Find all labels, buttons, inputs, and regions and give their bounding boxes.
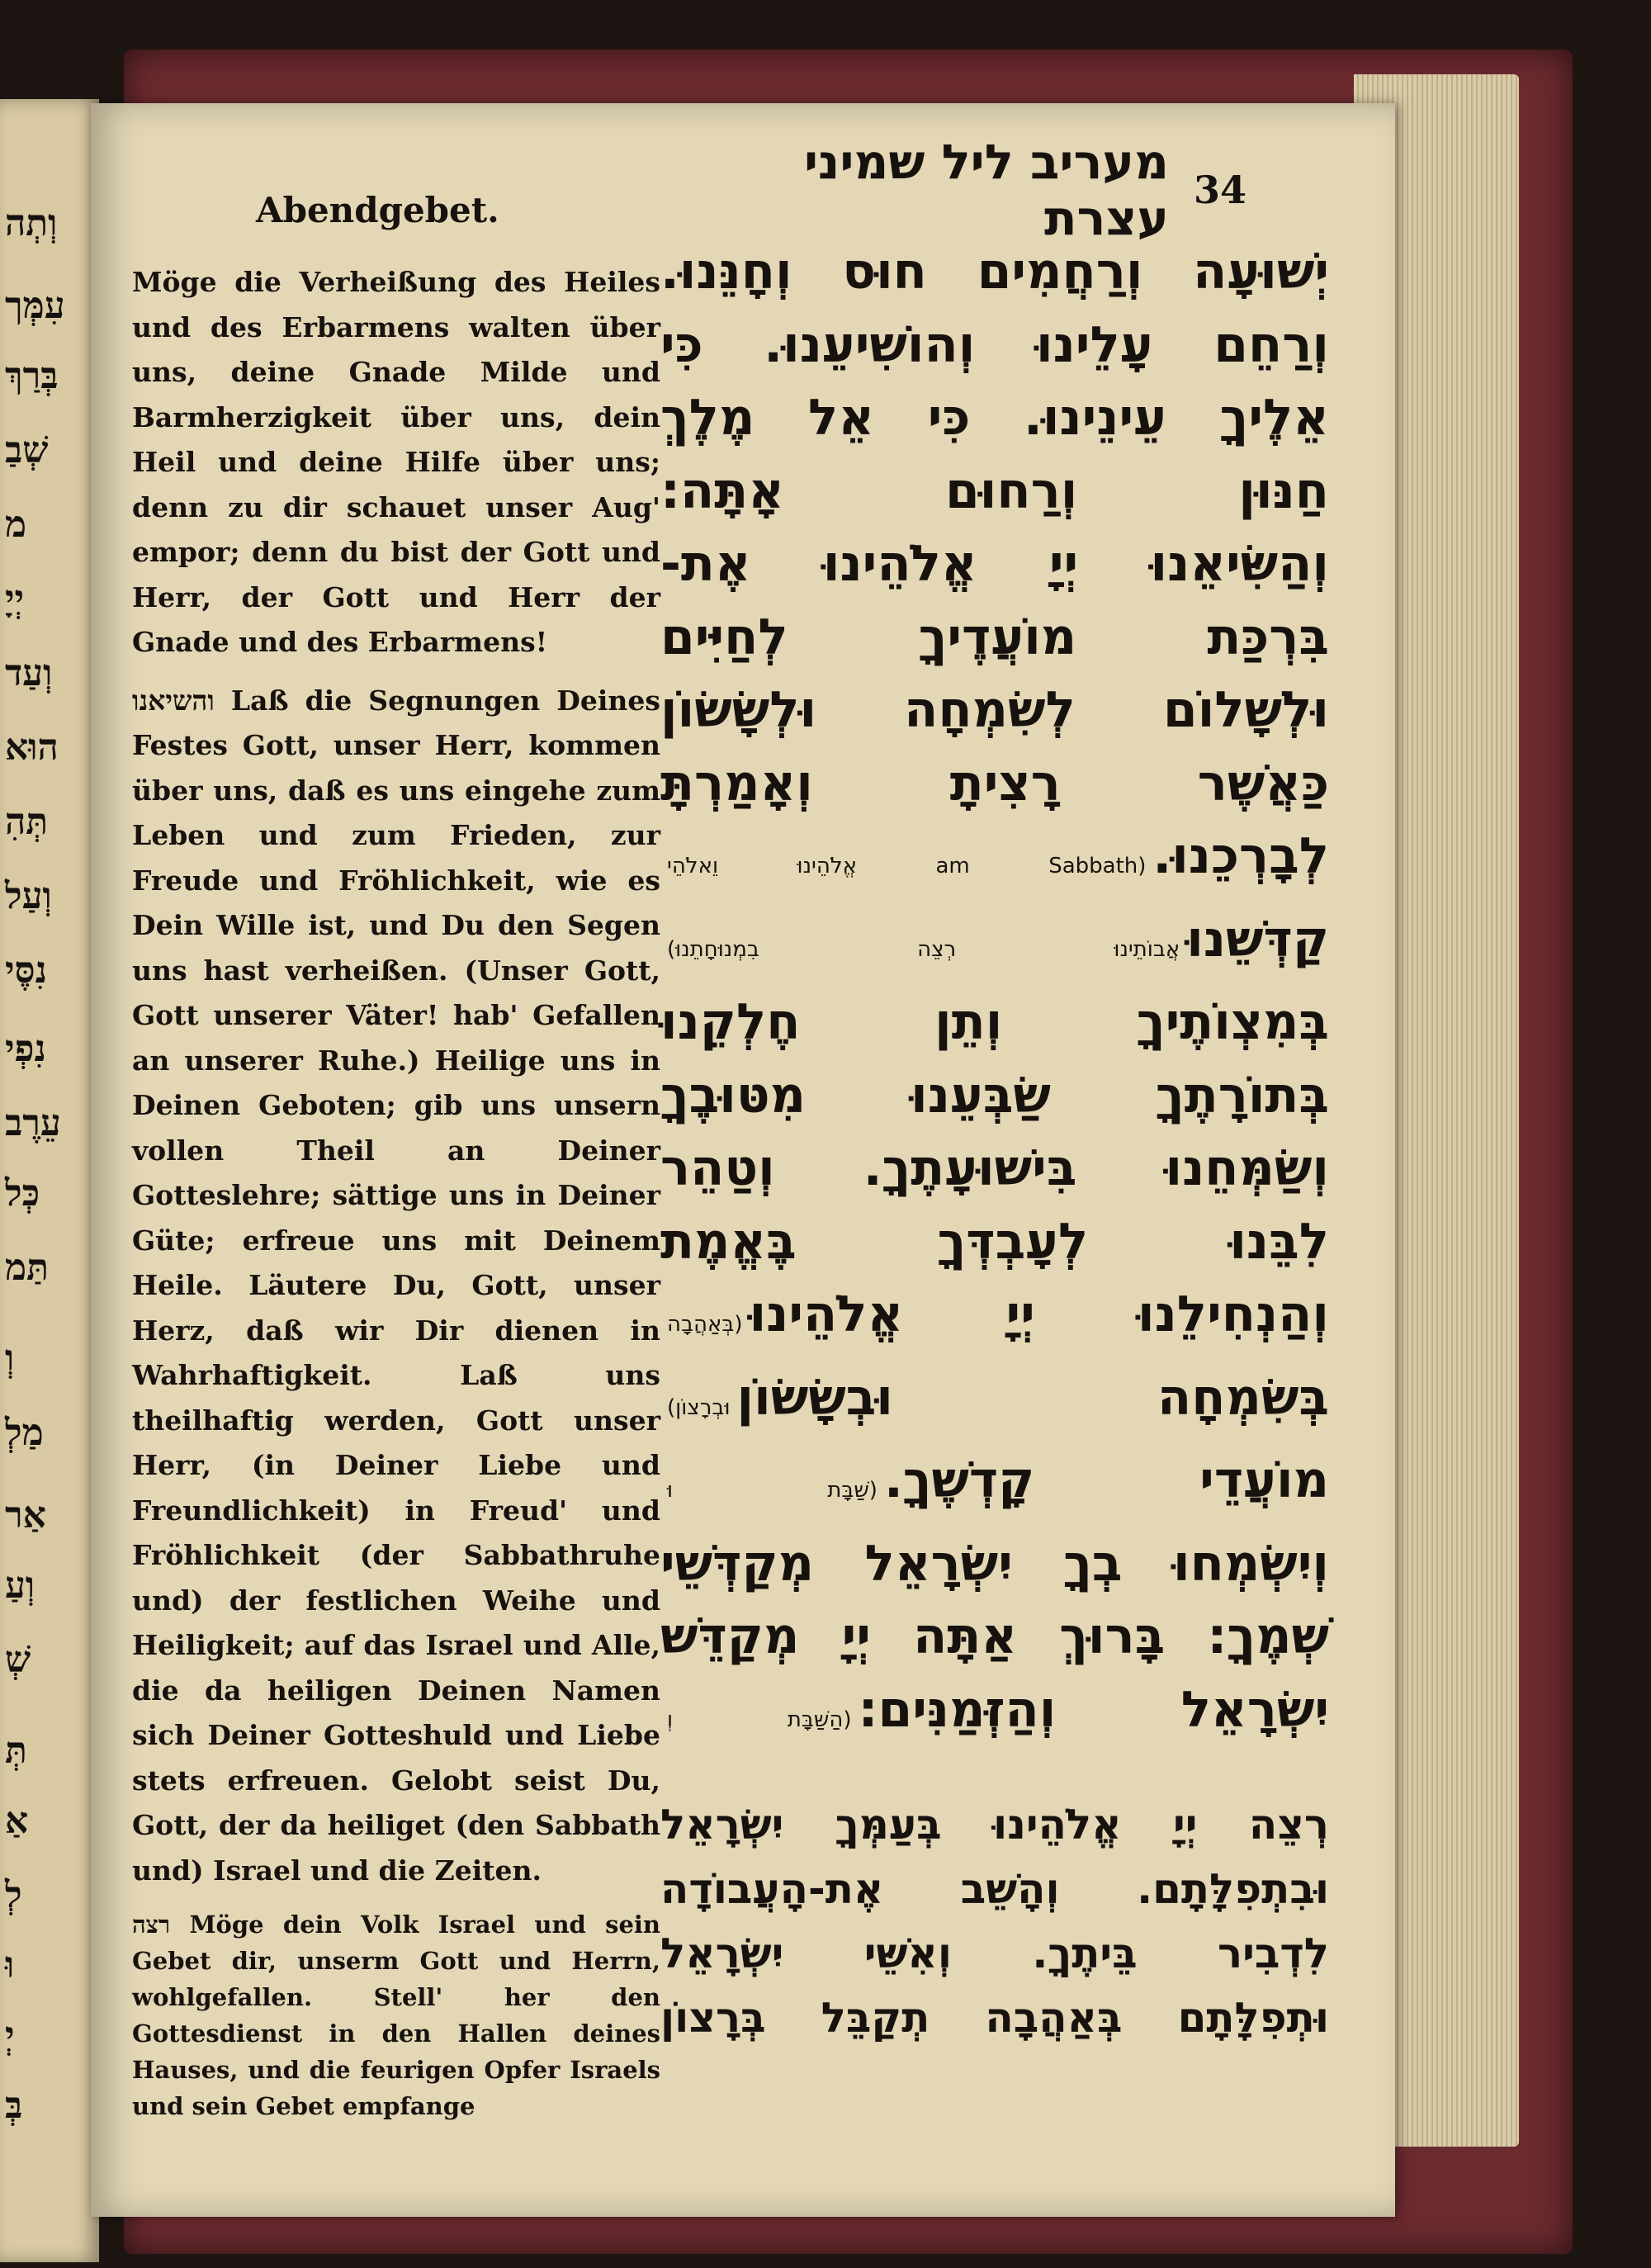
hebrew-line-text: כַּאֲשֶׁר רָצִיתָ וְאָמַרְתָּ (660, 754, 1329, 812)
hebrew-line (660, 903, 1329, 987)
hebrew-line-text: קַדְּשֵׁנוּ (1186, 910, 1329, 968)
hebrew-line-text: בִּרְכַּת מוֹעֲדֶיךָ לְחַיִּים (660, 608, 1329, 666)
left-page-fragment: עֵרֶב (5, 1102, 61, 1144)
page-number: 34 (1193, 168, 1247, 212)
left-page-fragment: שְׁ (5, 1639, 31, 1681)
left-page-fragment: הוּא (5, 727, 59, 769)
hebrew-line-text: וְרַחֵם עָלֵינוּ וְהוֹשִׁיעֵנוּ. כִּי (660, 315, 1329, 374)
german-paragraph (132, 260, 660, 665)
hebrew-line-text: מוֹעֲדֵי קָדְשֶׁךָ. (883, 1451, 1329, 1509)
hebrew-line-text: שְׁמֶךָ: בָּרוּךְ אַתָּה יְיָ מְקַדֵּשׁ (660, 1607, 1329, 1665)
hebrew-line-text: וְהַשִּׂיאֵנוּ יְיָ אֱלֹהֵינוּ אֶת- (660, 535, 1329, 593)
hebrew-line (660, 1205, 1329, 1279)
hebrew-line-note: וּבְרָצוֹן) (667, 1394, 731, 1420)
german-paragraph (132, 1906, 660, 2124)
left-page-fragment: תְּהִ (5, 801, 49, 843)
german-paragraph-text: Laß die Segnungen Deines Festes Gott, unser Herr, kommen über uns, daß es uns eingehe zum Leben und zum Frieden, zur Freude und Fröhlichkeit, wie es Dein Wille ist, und Du den Segen uns hast verheißen. (Unser Gott, Gott unserer Väter! hab' Gefallen an unserer Ruhe.) Heilige uns in Deinen Geboten; gib uns unsern vollen Theil an Deiner Gotteslehre; sättige uns in Deiner Güte; erfreue uns mit Deinem Heile. Läutere Du, Gott, unser Herz, daß wir Dir dienen in Wahrhaftigkeit. Laß uns theilhaftig werden, Gott unser Herr, (in Deiner Liebe und Freundlichkeit) in Freud' und Fröhlichkeit (der Sabbathruhe und) der festlichen Weihe und Heiligkeit; auf das Israel und Alle, die da heiligen Deinen Namen sich Deiner Gotteshuld und Liebe stets erfreuen. Gelobt seist Du, Gott, der da heiliget (den Sabbath und) Israel und die Zeiten. (132, 684, 661, 1887)
hebrew-line-text: וְשַׂמְּחֵנוּ בִּישׁוּעָתֶךָ. וְטַהֵר (660, 1139, 1329, 1197)
header-hebrew-title: מעריב ליל שמיני עצרת (803, 134, 1169, 246)
hebrew-line-text: וְהַנְחִילֵנוּ יְיָ אֱלֹהֵינוּ (749, 1286, 1329, 1343)
hebrew-line-text: בְּשִׂמְחָה וּבְשָׂשׂוֹן (736, 1368, 1329, 1427)
left-page-fragment: עִמְּך (5, 285, 65, 327)
left-page-fragment: תַּמ (5, 1247, 49, 1289)
hebrew-line (660, 674, 1329, 747)
left-page-fragment: שְׁבַ (5, 429, 49, 471)
hebrew-line-text: בְּמִצְוֹתֶיךָ וְתֵן חֶלְקֵנוּ (660, 993, 1329, 1051)
hebrew-line-text: יִשְׂרָאֵל וְהַזְּמַנִּים: (858, 1680, 1329, 1739)
hebrew-line-text: לִבֵּנוּ לְעָבְדְּךָ בֶּאֱמֶת (660, 1212, 1329, 1271)
left-page-fragment: אַר (5, 1494, 46, 1536)
hebrew-line (660, 1132, 1329, 1205)
hebrew-line-text: לְבָרְכֵנוּ. (1152, 827, 1329, 885)
hebrew-small-line: וּבִתְפִלָּתָם. וְהָשֵׁב אֶת-הָעֲבוֹדָה (660, 1865, 1329, 1913)
hebrew-line (660, 235, 1329, 309)
hebrew-line-text: חַנּוּן וְרַחוּם אָתָּה: (660, 462, 1329, 520)
left-page-fragment: יְ (5, 2015, 15, 2057)
left-page-fragment: וְתְה (5, 202, 58, 244)
left-page-fragment: וְעַל (5, 875, 52, 917)
hebrew-small-line: וּתְפִלָּתָם בְּאַהֲבָה תְקַבֵּל בְּרָצוֹן (660, 1994, 1329, 2042)
hebrew-line-note: (הַשַּׁבָּת וְ (667, 1707, 852, 1732)
hebrew-line-note: (שַׁבָּת וּ (667, 1478, 878, 1503)
hebrew-line (660, 381, 1329, 455)
hebrew-line (660, 747, 1329, 821)
left-page-fragment: מַלְ (5, 1412, 44, 1454)
left-page-fragment: וְעַ (5, 1565, 35, 1607)
german-paragraph-lead: והשיאנו (132, 684, 215, 717)
hebrew-line (660, 1278, 1329, 1361)
hebrew-line (660, 601, 1329, 675)
german-paragraph-text: Möge dein Volk Israel und sein Gebet dir, unserm Gott und Herrn, wohlgefallen. Stell' her den Gottesdienst in den Hallen deines Hauses, und die feurigen Opfer Israels und sein Gebet empfange (132, 1911, 660, 2120)
left-page-fragment: בְּ (5, 2085, 23, 2127)
left-page-fragment: אַ (5, 1800, 29, 1842)
left-page-fragment: יְיָ (5, 578, 25, 620)
hebrew-small-line: לִדְבִיר בֵּיתֶךָ. וְאִשֵּׁי יִשְׂרָאֵל (660, 1929, 1329, 1977)
hebrew-small-line: רְצֵה יְיָ אֱלֹהֵינוּ בְּעַמְּךָ יִשְׂרָאֵל (660, 1801, 1329, 1849)
left-page-fragment: כְּל (5, 1172, 40, 1214)
hebrew-line (660, 1527, 1329, 1601)
hebrew-line (660, 820, 1329, 903)
left-page-fragment: נִפְי (5, 1028, 46, 1070)
hebrew-line (660, 1600, 1329, 1674)
hebrew-line (660, 1444, 1329, 1527)
left-page-fragment: וְ (5, 1338, 15, 1380)
left-page-fragment: תְּ (5, 1730, 27, 1772)
hebrew-line (660, 1361, 1329, 1445)
german-column (132, 260, 660, 2138)
hebrew-line-note: (בְּאַהֲבָה (667, 1312, 743, 1337)
hebrew-column (660, 235, 1329, 2050)
hebrew-line-note: (am Sabbath אֱלֹהֵינוּ וֵאלֹהֵי (667, 854, 1147, 878)
hebrew-line (660, 309, 1329, 382)
header-hebrew (718, 134, 1247, 246)
left-page-fragment: וּ (5, 1944, 15, 1986)
hebrew-line-text: בְּתוֹרָתֶךָ שַׂבְּעֵנוּ מִטּוּבֶךָ (660, 1066, 1329, 1125)
hebrew-line-text: אֵלֶיךָ עֵינֵינוּ. כִּי אֵל מֶלֶךְ (660, 389, 1329, 447)
hebrew-line-text: וּלְשָׁלוֹם לְשִׂמְחָה וּלְשָׂשׂוֹן (660, 681, 1329, 739)
hebrew-line (660, 1674, 1329, 1757)
german-paragraph-text: Möge die Verheißung des Heiles und des Erbarmens walten über uns, deine Gnade Milde und Barmherzigkeit über uns, dein Heil und deine Hilfe über uns; denn zu dir schauet unser Aug' empor; denn du bist der Gott und Herr, der Gott und Herr der Gnade und des Erbarmens! (132, 266, 660, 658)
left-page-edge (0, 99, 99, 2262)
left-page-fragment: נִסֶּי (5, 949, 47, 992)
german-paragraph-lead: רצה (132, 1911, 171, 1939)
hebrew-line (660, 986, 1329, 1059)
hebrew-line (660, 1059, 1329, 1133)
left-page-fragment: מ (5, 504, 27, 546)
german-paragraph (132, 679, 660, 1894)
header-german: Abendgebet. (256, 190, 499, 230)
left-page-fragment: בְּרַךְ (5, 355, 59, 397)
hebrew-line (660, 455, 1329, 528)
left-page-fragment: וְעַד (5, 652, 53, 694)
left-page-fragment: לְ (5, 1874, 22, 1916)
hebrew-line-note: אֲבוֹתֵינוּ רְצֵה בִמְנוּחָתֵנוּ) (667, 936, 1180, 962)
hebrew-line-text: וְיִשְׂמְחוּ בְךָ יִשְׂרָאֵל מְקַדְּשֵׁי (660, 1534, 1329, 1593)
hebrew-line-text: יְשׁוּעָה וְרַחֲמִים חוּס וְחָנֵּנוּ. (660, 243, 1329, 301)
hebrew-line (660, 528, 1329, 601)
